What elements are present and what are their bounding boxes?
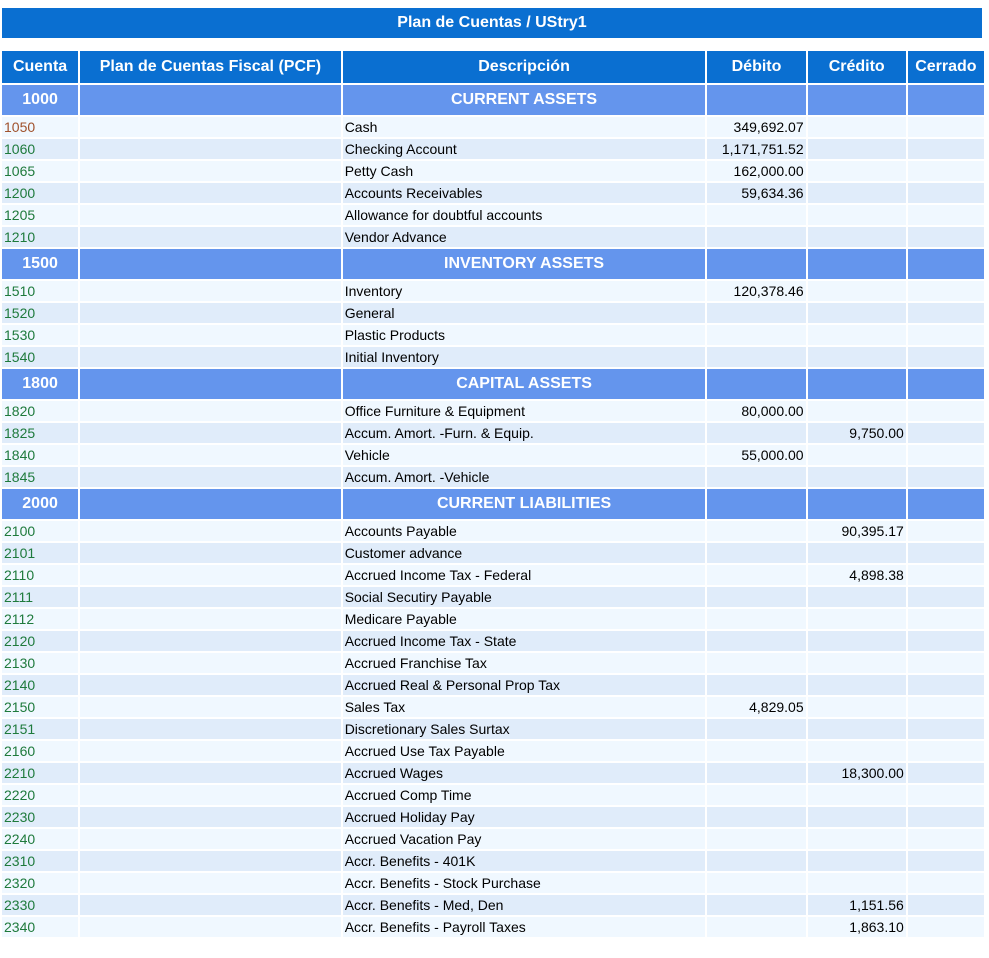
debit-amount: 162,000.00: [707, 161, 805, 181]
table-row: [2, 281, 984, 301]
account-description: Initial Inventory: [343, 347, 706, 367]
closed-cell: [908, 205, 984, 225]
credit-amount: [808, 205, 906, 225]
account-description: Customer advance: [343, 543, 706, 563]
table-row: [2, 521, 984, 541]
account-description: Accounts Payable: [343, 521, 706, 541]
closed-cell: [908, 851, 984, 871]
credit-amount: [808, 467, 906, 487]
group-pcf-cell: [80, 249, 341, 279]
account-description: Vendor Advance: [343, 227, 706, 247]
debit-amount: [707, 467, 805, 487]
credit-amount: 1,863.10: [808, 917, 906, 937]
table-row: [2, 741, 984, 761]
table-row: [2, 807, 984, 827]
pcf-cell: [80, 873, 341, 893]
closed-cell: [908, 423, 984, 443]
credit-amount: [808, 325, 906, 345]
credit-amount: [808, 139, 906, 159]
debit-amount: [707, 543, 805, 563]
account-code-link[interactable]: 2320: [2, 873, 78, 893]
debit-amount: 1,171,751.52: [707, 139, 805, 159]
credit-amount: [808, 741, 906, 761]
debit-amount: [707, 565, 805, 585]
group-credit-cell: [808, 85, 906, 115]
account-code-link[interactable]: 1845: [2, 467, 78, 487]
table-row: [2, 873, 984, 893]
pcf-cell: [80, 697, 341, 717]
group-row: [2, 489, 984, 519]
column-header-debito[interactable]: Débito: [707, 51, 805, 83]
table-row: [2, 183, 984, 203]
account-description: Accrued Use Tax Payable: [343, 741, 706, 761]
account-code-link[interactable]: 2101: [2, 543, 78, 563]
credit-amount: [808, 807, 906, 827]
credit-amount: [808, 303, 906, 323]
account-description: Accrued Income Tax - State: [343, 631, 706, 651]
debit-amount: [707, 895, 805, 915]
table-row: [2, 445, 984, 465]
account-description: Accrued Wages: [343, 763, 706, 783]
debit-amount: [707, 719, 805, 739]
closed-cell: [908, 445, 984, 465]
account-code-link[interactable]: 1530: [2, 325, 78, 345]
debit-amount: [707, 587, 805, 607]
debit-amount: [707, 347, 805, 367]
closed-cell: [908, 609, 984, 629]
account-code-link[interactable]: 1200: [2, 183, 78, 203]
credit-amount: [808, 653, 906, 673]
table-row: [2, 587, 984, 607]
debit-amount: [707, 325, 805, 345]
pcf-cell: [80, 303, 341, 323]
closed-cell: [908, 587, 984, 607]
closed-cell: [908, 543, 984, 563]
account-code-link[interactable]: 1840: [2, 445, 78, 465]
account-code-link[interactable]: 1060: [2, 139, 78, 159]
column-header-credito[interactable]: Crédito: [808, 51, 906, 83]
debit-amount: [707, 785, 805, 805]
pcf-cell: [80, 609, 341, 629]
account-code-link[interactable]: 1540: [2, 347, 78, 367]
debit-amount: [707, 653, 805, 673]
group-pcf-cell: [80, 489, 341, 519]
chart-of-accounts-table: [0, 49, 986, 939]
credit-amount: 90,395.17: [808, 521, 906, 541]
credit-amount: [808, 281, 906, 301]
debit-amount: 80,000.00: [707, 401, 805, 421]
debit-amount: 59,634.36: [707, 183, 805, 203]
debit-amount: [707, 851, 805, 871]
group-row: [2, 369, 984, 399]
closed-cell: [908, 281, 984, 301]
account-description: Accrued Real & Personal Prop Tax: [343, 675, 706, 695]
account-description: Accrued Holiday Pay: [343, 807, 706, 827]
credit-amount: [808, 401, 906, 421]
closed-cell: [908, 117, 984, 137]
pcf-cell: [80, 347, 341, 367]
account-description: General: [343, 303, 706, 323]
account-code-link[interactable]: 1065: [2, 161, 78, 181]
group-closed-cell: [908, 489, 984, 519]
credit-amount: [808, 587, 906, 607]
credit-amount: [808, 631, 906, 651]
account-code-link[interactable]: 1205: [2, 205, 78, 225]
group-credit-cell: [808, 249, 906, 279]
pcf-cell: [80, 183, 341, 203]
account-description: Social Secutiry Payable: [343, 587, 706, 607]
pcf-cell: [80, 325, 341, 345]
table-row: [2, 763, 984, 783]
debit-amount: 349,692.07: [707, 117, 805, 137]
debit-amount: 120,378.46: [707, 281, 805, 301]
credit-amount: [808, 227, 906, 247]
closed-cell: [908, 161, 984, 181]
closed-cell: [908, 565, 984, 585]
debit-amount: [707, 873, 805, 893]
pcf-cell: [80, 445, 341, 465]
pcf-cell: [80, 631, 341, 651]
closed-cell: [908, 719, 984, 739]
pcf-cell: [80, 675, 341, 695]
credit-amount: [808, 851, 906, 871]
pcf-cell: [80, 587, 341, 607]
account-description: Allowance for doubtful accounts: [343, 205, 706, 225]
group-credit-cell: [808, 369, 906, 399]
table-row: [2, 697, 984, 717]
account-description: Discretionary Sales Surtax: [343, 719, 706, 739]
column-header-descripcion[interactable]: Descripción: [343, 51, 706, 83]
closed-cell: [908, 183, 984, 203]
pcf-cell: [80, 227, 341, 247]
account-code-link[interactable]: 2330: [2, 895, 78, 915]
account-code-link[interactable]: 1520: [2, 303, 78, 323]
credit-amount: 4,898.38: [808, 565, 906, 585]
table-body: [2, 85, 984, 937]
table-row: [2, 675, 984, 695]
closed-cell: [908, 741, 984, 761]
debit-amount: [707, 227, 805, 247]
account-code-link[interactable]: 2160: [2, 741, 78, 761]
closed-cell: [908, 895, 984, 915]
closed-cell: [908, 763, 984, 783]
table-row: [2, 303, 984, 323]
debit-amount: [707, 807, 805, 827]
credit-amount: [808, 161, 906, 181]
group-row: [2, 85, 984, 115]
debit-amount: [707, 741, 805, 761]
account-code-link[interactable]: 1510: [2, 281, 78, 301]
account-code-link[interactable]: 2112: [2, 609, 78, 629]
group-pcf-cell: [80, 85, 341, 115]
credit-amount: [808, 543, 906, 563]
account-description: Plastic Products: [343, 325, 706, 345]
pcf-cell: [80, 763, 341, 783]
debit-amount: [707, 829, 805, 849]
column-header-cerrado[interactable]: Cerrado: [908, 51, 984, 83]
group-closed-cell: [908, 249, 984, 279]
table-row: [2, 565, 984, 585]
account-description: Checking Account: [343, 139, 706, 159]
account-code-link[interactable]: 2210: [2, 763, 78, 783]
account-description: Inventory: [343, 281, 706, 301]
closed-cell: [908, 303, 984, 323]
account-code-link[interactable]: 2130: [2, 653, 78, 673]
credit-amount: [808, 183, 906, 203]
closed-cell: [908, 785, 984, 805]
pcf-cell: [80, 467, 341, 487]
credit-amount: [808, 785, 906, 805]
group-code[interactable]: 1000: [2, 85, 78, 115]
table-header-row: [2, 51, 984, 83]
table-row: [2, 917, 984, 937]
group-code[interactable]: 2000: [2, 489, 78, 519]
closed-cell: [908, 807, 984, 827]
credit-amount: [808, 697, 906, 717]
debit-amount: [707, 205, 805, 225]
pcf-cell: [80, 719, 341, 739]
group-pcf-cell: [80, 369, 341, 399]
table-row: [2, 347, 984, 367]
closed-cell: [908, 675, 984, 695]
credit-amount: [808, 719, 906, 739]
account-code-link[interactable]: 2100: [2, 521, 78, 541]
group-row: [2, 249, 984, 279]
account-code-link[interactable]: 1050: [2, 117, 78, 137]
table-row: [2, 325, 984, 345]
pcf-cell: [80, 161, 341, 181]
pcf-cell: [80, 895, 341, 915]
credit-amount: [808, 829, 906, 849]
credit-amount: [808, 445, 906, 465]
account-description: Accum. Amort. -Vehicle: [343, 467, 706, 487]
account-description: Accr. Benefits - Stock Purchase: [343, 873, 706, 893]
pcf-cell: [80, 205, 341, 225]
closed-cell: [908, 401, 984, 421]
account-description: Office Furniture & Equipment: [343, 401, 706, 421]
credit-amount: 9,750.00: [808, 423, 906, 443]
account-description: Accr. Benefits - Med, Den: [343, 895, 706, 915]
account-code-link[interactable]: 2151: [2, 719, 78, 739]
pcf-cell: [80, 785, 341, 805]
debit-amount: [707, 521, 805, 541]
table-row: [2, 401, 984, 421]
group-debit-cell: [707, 85, 805, 115]
group-closed-cell: [908, 85, 984, 115]
group-code[interactable]: 1500: [2, 249, 78, 279]
closed-cell: [908, 139, 984, 159]
credit-amount: [808, 675, 906, 695]
account-code-link[interactable]: 2240: [2, 829, 78, 849]
pcf-cell: [80, 741, 341, 761]
debit-amount: [707, 917, 805, 937]
group-name: CAPITAL ASSETS: [343, 369, 706, 399]
credit-amount: [808, 117, 906, 137]
account-code-link[interactable]: 1825: [2, 423, 78, 443]
account-description: Accr. Benefits - Payroll Taxes: [343, 917, 706, 937]
account-code-link[interactable]: 1210: [2, 227, 78, 247]
table-row: [2, 423, 984, 443]
table-row: [2, 227, 984, 247]
account-code-link[interactable]: 2120: [2, 631, 78, 651]
account-description: Accrued Franchise Tax: [343, 653, 706, 673]
closed-cell: [908, 829, 984, 849]
credit-amount: 18,300.00: [808, 763, 906, 783]
debit-amount: [707, 631, 805, 651]
group-closed-cell: [908, 369, 984, 399]
account-description: Petty Cash: [343, 161, 706, 181]
account-code-link[interactable]: 2230: [2, 807, 78, 827]
account-description: Medicare Payable: [343, 609, 706, 629]
account-code-link[interactable]: 2150: [2, 697, 78, 717]
credit-amount: [808, 347, 906, 367]
debit-amount: [707, 675, 805, 695]
pcf-cell: [80, 281, 341, 301]
pcf-cell: [80, 543, 341, 563]
group-debit-cell: [707, 369, 805, 399]
table-row: [2, 829, 984, 849]
account-description: Accrued Income Tax - Federal: [343, 565, 706, 585]
column-header-pcf[interactable]: Plan de Cuentas Fiscal (PCF): [80, 51, 341, 83]
column-header-cuenta[interactable]: Cuenta: [2, 51, 78, 83]
account-code-link[interactable]: 2110: [2, 565, 78, 585]
table-row: [2, 719, 984, 739]
table-row: [2, 161, 984, 181]
debit-amount: 4,829.05: [707, 697, 805, 717]
credit-amount: [808, 873, 906, 893]
credit-amount: 1,151.56: [808, 895, 906, 915]
account-description: Vehicle: [343, 445, 706, 465]
table-row: [2, 895, 984, 915]
credit-amount: [808, 609, 906, 629]
table-row: [2, 851, 984, 871]
closed-cell: [908, 347, 984, 367]
account-description: Cash: [343, 117, 706, 137]
table-row: [2, 139, 984, 159]
closed-cell: [908, 653, 984, 673]
account-code-link[interactable]: 2220: [2, 785, 78, 805]
pcf-cell: [80, 807, 341, 827]
table-row: [2, 653, 984, 673]
table-row: [2, 467, 984, 487]
debit-amount: [707, 423, 805, 443]
pcf-cell: [80, 917, 341, 937]
group-name: CURRENT LIABILITIES: [343, 489, 706, 519]
group-credit-cell: [808, 489, 906, 519]
debit-amount: [707, 609, 805, 629]
pcf-cell: [80, 423, 341, 443]
account-description: Accrued Comp Time: [343, 785, 706, 805]
account-description: Accrued Vacation Pay: [343, 829, 706, 849]
debit-amount: [707, 763, 805, 783]
closed-cell: [908, 467, 984, 487]
debit-amount: 55,000.00: [707, 445, 805, 465]
pcf-cell: [80, 851, 341, 871]
table-row: [2, 785, 984, 805]
table-row: [2, 117, 984, 137]
closed-cell: [908, 873, 984, 893]
group-debit-cell: [707, 249, 805, 279]
closed-cell: [908, 521, 984, 541]
pcf-cell: [80, 401, 341, 421]
pcf-cell: [80, 653, 341, 673]
account-code-link[interactable]: 2310: [2, 851, 78, 871]
group-debit-cell: [707, 489, 805, 519]
pcf-cell: [80, 829, 341, 849]
closed-cell: [908, 631, 984, 651]
account-description: Sales Tax: [343, 697, 706, 717]
closed-cell: [908, 325, 984, 345]
page-title: Plan de Cuentas / UStry1: [2, 8, 982, 38]
closed-cell: [908, 227, 984, 247]
closed-cell: [908, 697, 984, 717]
table-row: [2, 631, 984, 651]
account-code-link[interactable]: 2140: [2, 675, 78, 695]
account-code-link[interactable]: 2111: [2, 587, 78, 607]
group-name: INVENTORY ASSETS: [343, 249, 706, 279]
pcf-cell: [80, 139, 341, 159]
account-code-link[interactable]: 1820: [2, 401, 78, 421]
group-name: CURRENT ASSETS: [343, 85, 706, 115]
account-description: Accr. Benefits - 401K: [343, 851, 706, 871]
group-code[interactable]: 1800: [2, 369, 78, 399]
debit-amount: [707, 303, 805, 323]
account-code-link[interactable]: 2340: [2, 917, 78, 937]
pcf-cell: [80, 565, 341, 585]
account-description: Accum. Amort. -Furn. & Equip.: [343, 423, 706, 443]
table-row: [2, 205, 984, 225]
pcf-cell: [80, 521, 341, 541]
account-description: Accounts Receivables: [343, 183, 706, 203]
pcf-cell: [80, 117, 341, 137]
table-row: [2, 543, 984, 563]
table-row: [2, 609, 984, 629]
closed-cell: [908, 917, 984, 937]
